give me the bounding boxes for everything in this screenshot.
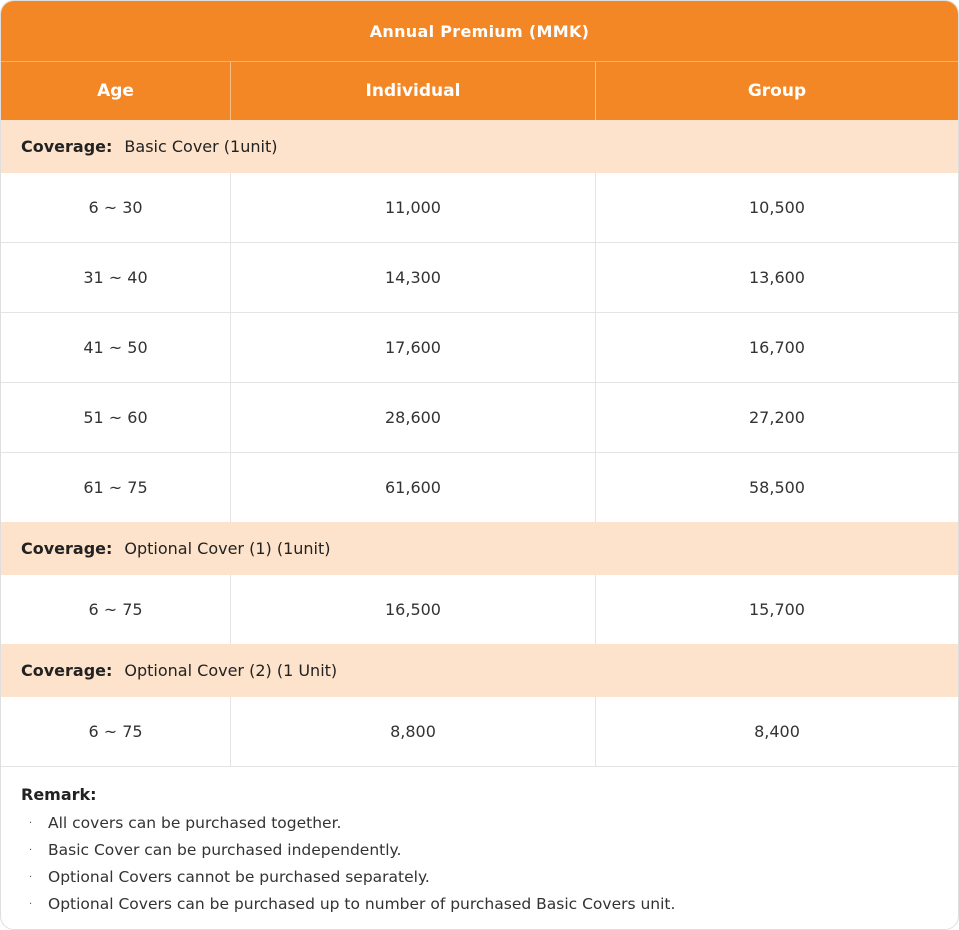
cell-age: 61 ~ 75	[83, 478, 148, 497]
header-group: Group	[595, 62, 958, 120]
cell-individual: 11,000	[230, 173, 595, 242]
table-body	[1, 120, 958, 766]
header-individual: Individual	[230, 62, 595, 120]
remark-text: Optional Covers cannot be purchased separately.	[48, 868, 430, 886]
cell-group: 13,600	[595, 243, 958, 312]
remark-title: Remark:	[21, 785, 97, 804]
table-row	[1, 452, 958, 522]
coverage-section-header	[1, 644, 958, 697]
cell-age: 31 ~ 40	[83, 268, 148, 287]
remark-text: Optional Covers can be purchased up to number of purchased Basic Covers unit.	[48, 895, 676, 913]
cell-group: 27,200	[595, 383, 958, 452]
remark-item	[29, 864, 938, 891]
cell-age: 51 ~ 60	[83, 408, 148, 427]
bullet-icon: ·	[29, 872, 33, 883]
remark-section	[1, 766, 958, 918]
coverage-name: Basic Cover (1unit)	[124, 137, 278, 156]
coverage-section-header	[1, 522, 958, 575]
table-row	[1, 173, 958, 242]
cell-individual: 28,600	[230, 383, 595, 452]
cell-age: 41 ~ 50	[83, 338, 148, 357]
bullet-icon: ·	[29, 818, 33, 829]
coverage-name: Optional Cover (1) (1unit)	[124, 539, 331, 558]
cell-group: 58,500	[595, 453, 958, 522]
table-row	[1, 575, 958, 644]
bullet-icon: ·	[29, 899, 33, 910]
remark-text: Basic Cover can be purchased independently.	[48, 841, 402, 859]
cell-age: 6 ~ 75	[88, 722, 143, 741]
coverage-section-header	[1, 120, 958, 173]
coverage-label: Coverage:	[21, 137, 113, 156]
remark-item	[29, 837, 938, 864]
cell-group: 16,700	[595, 313, 958, 382]
remark-item	[29, 891, 938, 918]
remark-item	[29, 810, 938, 837]
header-age: Age	[97, 81, 134, 101]
coverage-name: Optional Cover (2) (1 Unit)	[124, 661, 338, 680]
table-row	[1, 242, 958, 312]
cell-individual: 17,600	[230, 313, 595, 382]
cell-individual: 61,600	[230, 453, 595, 522]
table-row	[1, 697, 958, 766]
cell-group: 10,500	[595, 173, 958, 242]
table-row	[1, 312, 958, 382]
cell-group: 8,400	[595, 697, 958, 766]
cell-group: 15,700	[595, 575, 958, 644]
cell-individual: 8,800	[230, 697, 595, 766]
cell-age: 6 ~ 30	[88, 198, 143, 217]
coverage-label: Coverage:	[21, 539, 113, 558]
remark-list	[21, 810, 938, 918]
coverage-label: Coverage:	[21, 661, 113, 680]
table-row	[1, 382, 958, 452]
column-headers	[1, 61, 958, 120]
table-title: Annual Premium (MMK)	[1, 1, 958, 61]
cell-individual: 14,300	[230, 243, 595, 312]
remark-text: All covers can be purchased together.	[48, 814, 342, 832]
cell-individual: 16,500	[230, 575, 595, 644]
cell-age: 6 ~ 75	[88, 600, 143, 619]
bullet-icon: ·	[29, 845, 33, 856]
